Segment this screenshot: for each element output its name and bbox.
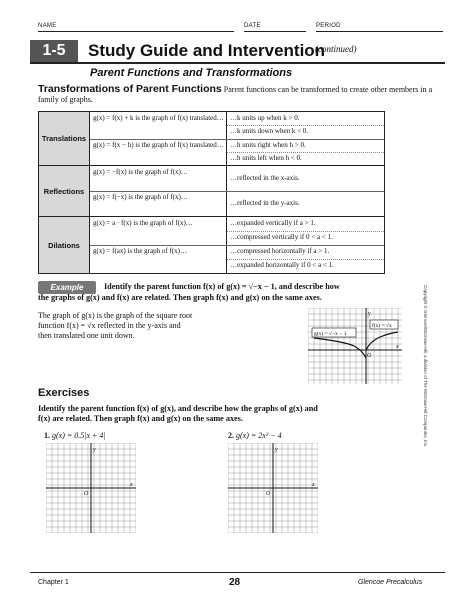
exercises-heading: Exercises [38,387,90,399]
exercise-number: 2. [228,431,234,440]
row-label-reflections: Reflections [39,166,90,216]
axis-x-label: x [396,344,399,350]
curve-g [314,338,366,358]
axis-y-label: y [275,447,278,453]
table-cell: …h units right when h > 0. [230,141,306,149]
date-label: DATE [244,23,261,29]
answer-line: The graph of g(x) is the graph of the square root [38,311,193,320]
title-bar [30,40,445,64]
row-divider [90,139,384,140]
row-label-translations: Translations [39,112,90,165]
table-cell: …k units up when k > 0. [230,114,300,122]
table-cell: …reflected in the y-axis. [230,199,300,207]
label-f: f(x) = √x [372,323,392,329]
table-cell: g(x) = f(x − h) is the graph of f(x) translated… [90,139,227,165]
example-tag: Example [38,281,96,294]
exercise-expression: g(x) = 2x² − 4 [236,431,282,440]
instr-line: f(x) are related. Then graph f(x) and g(x) on the same axes. [38,414,243,423]
table-cell: …h units left when h < 0. [230,154,302,162]
footer-rule [30,572,445,573]
row-label-dilations: Dilations [39,217,90,273]
row-divider [227,152,384,153]
example-prompt-line-1: Identify the parent function f(x) of g(x) = √−x − 1, and describe how [104,282,340,291]
lesson-subtitle: Parent Functions and Transformations [90,67,293,79]
name-label: NAME [38,23,57,29]
axis-x-label: x [312,482,315,488]
row-divider [90,245,384,246]
table-cell: …compressed vertically if 0 < a < 1. [230,233,333,241]
exercise-number: 1. [44,431,50,440]
example-prompt-line-2: the graphs of g(x) and f(x) are related. Then graph f(x) and g(x) on the same axes. [38,293,322,302]
page-title: Study Guide and Intervention [88,41,326,60]
curve-f [366,332,398,350]
axis-y-label: y [368,311,371,317]
origin-label: O [266,491,271,497]
date-line [244,31,306,32]
page-number: 28 [229,577,241,588]
origin-label: O [367,353,372,359]
example-graph [308,308,402,384]
footer-book: Glencoe Precalculus [358,579,423,586]
exercise-2-label [228,431,282,440]
exercises-instructions [38,404,448,424]
origin-label: O [84,491,89,497]
example-answer [38,311,258,341]
continued-note: (continued) [315,44,357,54]
table-cell: g(x) = a · f(x) is the graph of f(x)… [90,217,227,245]
table-cell: …expanded horizontally if 0 < a < 1. [230,261,334,269]
instr-line: Identify the parent function f(x) of g(x), and describe how the graphs of g(x) and [38,404,318,413]
axis-y-label: y [93,447,96,453]
table-cell: g(x) = f(ax) is the graph of f(x)… [90,245,227,273]
axis-x-label: x [130,482,133,488]
table-cell: g(x) = f(−x) is the graph of f(x)… [90,191,227,216]
intro-paragraph [38,84,438,105]
lesson-number: 1-5 [30,40,78,62]
answer-line: then translated one unit down. [38,331,135,340]
period-line [316,31,443,32]
row-divider [227,259,384,260]
exercise-1-label [44,431,106,440]
intro-heading: Transformations of Parent Functions [38,83,222,95]
table-cell: g(x) = −f(x) is the graph of f(x)… [90,166,227,191]
table-cell: g(x) = f(x) + k is the graph of f(x) translated… [90,112,227,139]
name-line [38,31,234,32]
transformations-table [38,111,385,274]
footer-chapter: Chapter 1 [38,579,69,586]
row-divider [227,231,384,232]
table-cell: …expanded vertically if a > 1. [230,219,316,227]
answer-line: function f(x) = √x reflected in the y-axis and [38,321,181,330]
exercise-1-grid [46,443,136,533]
label-g: g(x) = √−x − 1 [314,331,347,337]
exercise-expression: g(x) = 0.5|x + 4| [52,431,106,440]
period-label: PERIOD [316,23,341,29]
exercise-2-grid [228,443,318,533]
copyright-notice: Copyright © Glencoe/McGraw-Hill, a division of The McGraw-Hill Companies, Inc. [423,285,428,448]
table-cell: …compressed horizontally if a > 1. [230,247,330,255]
row-divider [227,125,384,126]
intro-text: Parent functions can be transformed to create other members in a family of graphs. [38,85,433,104]
table-cell: …k units down when k < 0. [230,127,309,135]
row-divider [90,191,384,192]
table-cell: …reflected in the x-axis. [230,174,300,182]
